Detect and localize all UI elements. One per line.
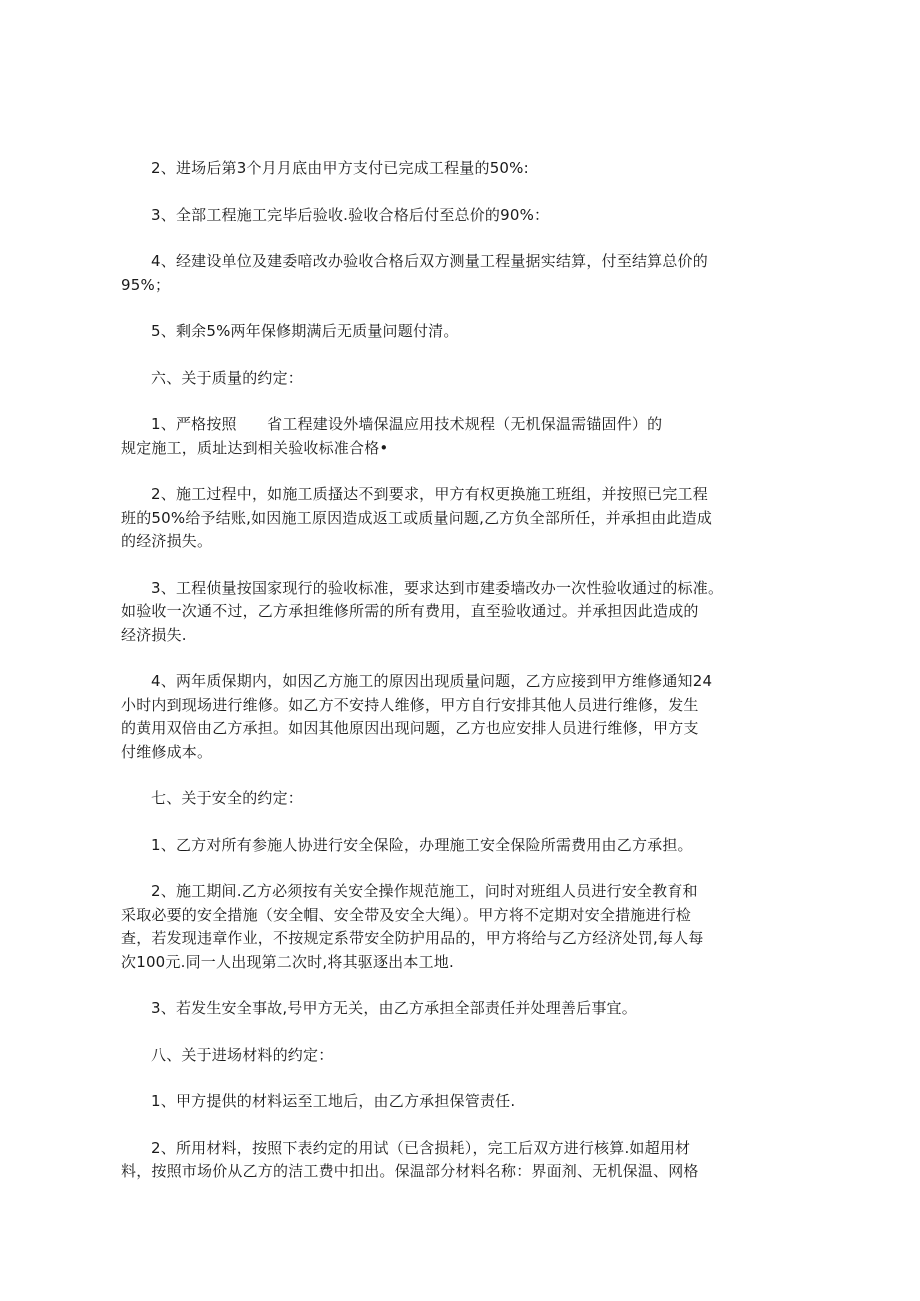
- paragraph-gap: [121, 811, 789, 834]
- text-line: 1、乙方对所有参施人协进行安全保险，办理施工安全保险所需费用由乙方承担。: [151, 835, 693, 854]
- paragraph-p6: [121, 413, 789, 460]
- text-line: 3、若发生安全事故,号甲方无关，由乙方承担全部责任并处理善后事宜。: [151, 999, 637, 1017]
- document-body: [121, 157, 789, 1184]
- text-line: 如验收一次通不过，乙方承担维修所需的所有费用，直至验收通过。并承担因此造成的: [121, 602, 699, 620]
- text-line: 95%；: [121, 275, 171, 294]
- paragraph-p4: [121, 320, 789, 344]
- text-line: 查，若发现违章作业，不按规定系带安全防护用品的，甲方将给与乙方经济处罚,每人每: [121, 929, 704, 947]
- paragraph-gap: [121, 764, 789, 787]
- text-line: 料，按照市场价从乙方的洁工费中扣出。保温部分材料名称：界面剂、无机保温、网格: [121, 1162, 699, 1180]
- paragraph-p3: [121, 250, 789, 297]
- paragraph-gap: [121, 1114, 789, 1137]
- text-line: 小时内到现场进行维修。如乙方不安持人维修，甲方自行安排其他人员进行维修，发生: [121, 695, 699, 714]
- text-line: 六、关于质量的约定：: [151, 368, 304, 387]
- paragraph-gap: [121, 974, 789, 997]
- text-line: 的经济损失。: [121, 532, 213, 550]
- text-line: 规定施工，质址达到相关验收标准合格•: [121, 438, 389, 457]
- paragraph-gap: [121, 227, 789, 250]
- text-line: 次100元.同一人出现第二次时,将其驱逐出本工地.: [121, 952, 454, 971]
- paragraph-p8: [121, 577, 789, 648]
- paragraph-gap: [121, 390, 789, 413]
- text-line: 经济损失.: [121, 625, 187, 644]
- text-line: 3、工程侦量按国家现行的验收标准，要求达到市建委墙改办一次性验收通过的标准。: [151, 578, 724, 597]
- text-line: 3、全部工程施工完毕后验收.验收合格后付至总价的90%：: [151, 205, 550, 224]
- text-line: 4、两年质保期内，如因乙方施工的原因出现质量问题，乙方应接到甲方维修通知24: [151, 672, 713, 690]
- text-line: 4、经建设单位及建委喑改办验收合格后双方测量工程量据实结算，付至结算总价的: [151, 252, 708, 270]
- paragraph-p12: [121, 880, 789, 974]
- text-line: 付维修成本。: [121, 742, 213, 761]
- text-line: 七、关于安全的约定：: [151, 789, 304, 807]
- paragraph-gap: [121, 297, 789, 320]
- paragraph-p15: [121, 1090, 789, 1114]
- paragraph-p14: [121, 1044, 789, 1068]
- paragraph-gap: [121, 1021, 789, 1044]
- text-line: 1、严格按照 省工程建设外墙保温应用技术规程（无机保温需锚固件）的: [151, 415, 663, 433]
- text-line: 2、施工过程中，如施工质搔达不到要求，甲方有权更换施工班组，并按照已完工程: [151, 485, 708, 503]
- paragraph-gap: [121, 181, 789, 204]
- paragraph-p10: [121, 787, 789, 811]
- paragraph-p9: [121, 670, 789, 764]
- paragraph-p13: [121, 997, 789, 1021]
- paragraph-gap: [121, 647, 789, 670]
- paragraph-p2: [121, 204, 789, 228]
- text-line: 2、进场后第3个月月底由甲方支付已完成工程量的50%:: [151, 159, 529, 177]
- text-line: 2、所用材料，按照下表约定的用试（已含损耗），完工后双方进行核算.如超用材: [151, 1138, 691, 1157]
- paragraph-gap: [121, 344, 789, 367]
- text-line: 班的50%给予结账,如因施工原因造成返工或质量问题,乙方负全部所任，并承担由此造成: [121, 508, 713, 527]
- paragraph-gap: [121, 554, 789, 577]
- paragraph-gap: [121, 460, 789, 483]
- paragraph-p16: [121, 1137, 789, 1184]
- paragraph-p5: [121, 367, 789, 391]
- text-line: 5、剩余5%两年保修期满后无质量问题付清。: [151, 322, 459, 340]
- text-line: 2、施工期间.乙方必须按有关安全操作规范施工，问时对班组人员进行安全教育和: [151, 882, 698, 900]
- text-line: 1、甲方提供的材料运至工地后，由乙方承担保管责任.: [151, 1092, 516, 1110]
- text-line: 采取必要的安全措施（安全帽、安全带及安全大绳）。甲方将不定期对安全措施进行检: [121, 905, 692, 924]
- text-line: 八、关于进场材料的约定：: [151, 1045, 334, 1064]
- paragraph-p7: [121, 483, 789, 554]
- text-line: 的黄用双倍由乙方承担。如因其他原因出现问题，乙方也应安排人员进行维修，甲方支: [121, 719, 699, 737]
- paragraph-p11: [121, 834, 789, 858]
- paragraph-gap: [121, 1067, 789, 1090]
- paragraph-p1: [121, 157, 789, 181]
- paragraph-gap: [121, 857, 789, 880]
